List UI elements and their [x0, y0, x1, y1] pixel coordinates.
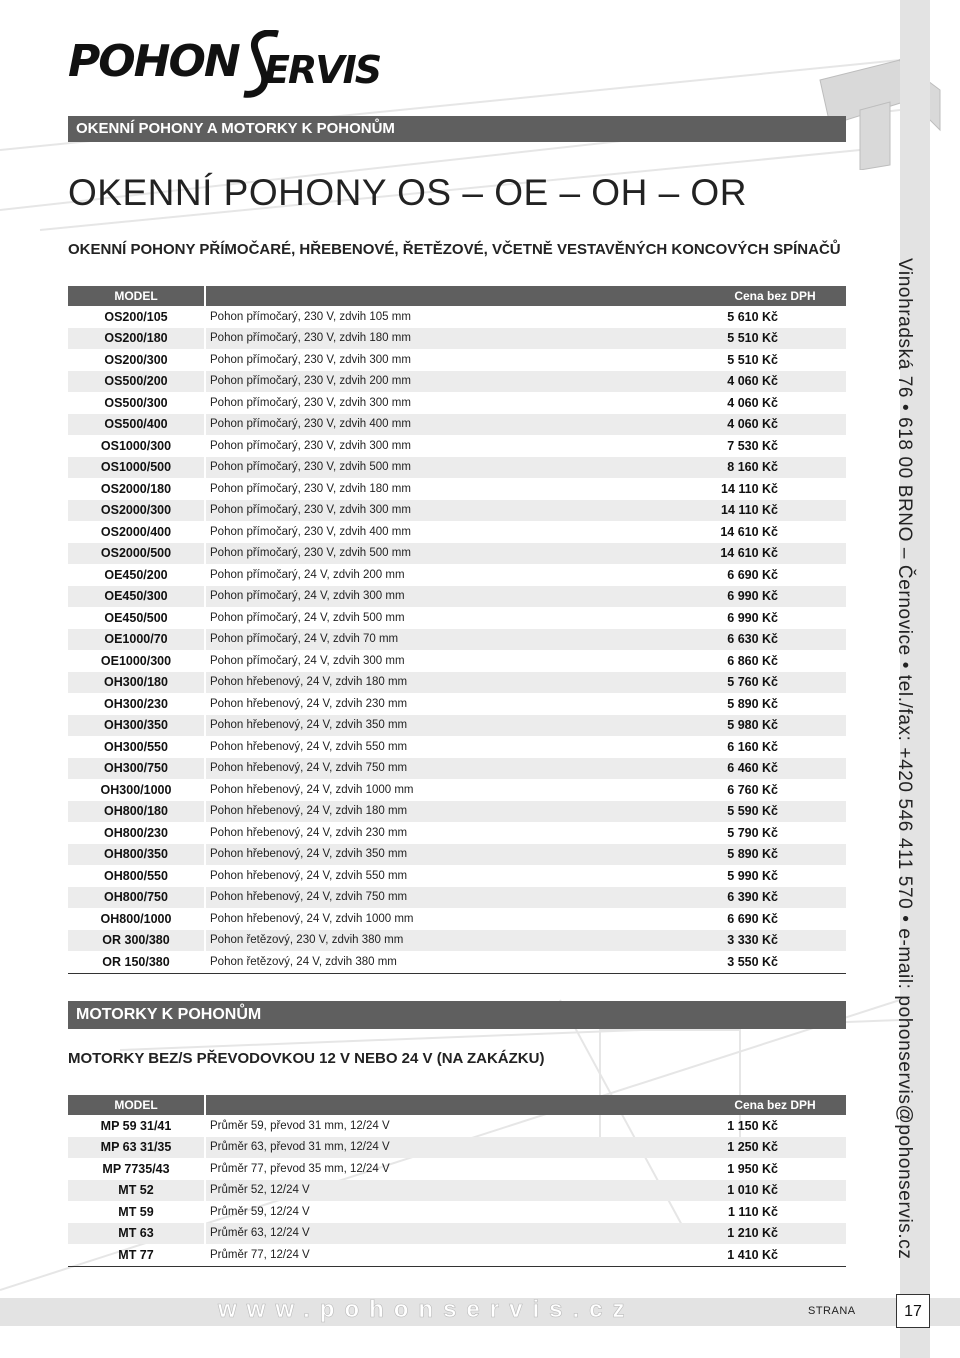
- cell-price: 4 060 Kč: [727, 395, 778, 410]
- cell-model: MT 63: [118, 1226, 154, 1241]
- cell-description: Pohon přímočarý, 24 V, zdvih 300 mm: [210, 654, 405, 667]
- cell-model: OH300/550: [104, 739, 168, 754]
- cell-price: 3 330 Kč: [727, 933, 778, 948]
- cell-description: Pohon přímočarý, 230 V, zdvih 180 mm: [210, 332, 411, 345]
- table-row: [68, 521, 846, 543]
- table-row: [68, 1158, 846, 1180]
- cell-model: OS500/400: [104, 417, 168, 432]
- cell-model: OH800/350: [104, 847, 168, 862]
- cell-model: OH300/230: [104, 696, 168, 711]
- cell-price: 3 550 Kč: [727, 954, 778, 969]
- cell-description: Pohon přímočarý, 230 V, zdvih 300 mm: [210, 504, 411, 517]
- cell-description: Pohon řetězový, 230 V, zdvih 380 mm: [210, 934, 404, 947]
- table-row: [68, 736, 846, 758]
- cell-price: 5 590 Kč: [727, 804, 778, 819]
- price-table-motors: [68, 1095, 846, 1267]
- cell-price: 5 890 Kč: [727, 696, 778, 711]
- header-section-bar: OKENNÍ POHONY A MOTORKY K POHONŮM: [68, 116, 846, 142]
- cell-model: OE450/200: [104, 567, 168, 582]
- cell-price: 14 610 Kč: [720, 546, 778, 561]
- cell-description: Průměr 59, převod 31 mm, 12/24 V: [210, 1119, 390, 1132]
- cell-description: Pohon přímočarý, 230 V, zdvih 300 mm: [210, 353, 411, 366]
- cell-model: OH800/1000: [100, 911, 172, 926]
- column-header-model: MODEL: [114, 1098, 158, 1112]
- cell-description: Pohon hřebenový, 24 V, zdvih 750 mm: [210, 762, 408, 775]
- cell-model: MT 77: [118, 1247, 154, 1262]
- cell-description: Pohon přímočarý, 24 V, zdvih 500 mm: [210, 611, 405, 624]
- table-row: [68, 693, 846, 715]
- table-header: [68, 1095, 846, 1115]
- cell-price: 6 990 Kč: [727, 610, 778, 625]
- cell-price: 6 690 Kč: [727, 567, 778, 582]
- cell-model: OE450/500: [104, 610, 168, 625]
- cell-description: Pohon hřebenový, 24 V, zdvih 550 mm: [210, 869, 408, 882]
- cell-model: OS500/200: [104, 374, 168, 389]
- cell-description: Pohon hřebenový, 24 V, zdvih 180 mm: [210, 805, 408, 818]
- cell-price: 5 790 Kč: [727, 825, 778, 840]
- table-row: [68, 500, 846, 522]
- column-header-model: MODEL: [114, 289, 158, 303]
- cell-description: Pohon hřebenový, 24 V, zdvih 1000 mm: [210, 783, 414, 796]
- cell-description: Pohon hřebenový, 24 V, zdvih 350 mm: [210, 719, 408, 732]
- cell-description: Pohon přímočarý, 230 V, zdvih 400 mm: [210, 525, 411, 538]
- cell-model: MP 7735/43: [102, 1161, 170, 1176]
- table-row: [68, 779, 846, 801]
- cell-description: Pohon hřebenový, 24 V, zdvih 350 mm: [210, 848, 408, 861]
- cell-price: 5 890 Kč: [727, 847, 778, 862]
- table-row: [68, 478, 846, 500]
- logo-text-pohon: POHON: [68, 36, 239, 87]
- footer-website-link[interactable]: www.pohonservis.cz: [218, 1296, 635, 1323]
- page-title: OKENNÍ POHONY OS – OE – OH – OR: [68, 172, 747, 213]
- column-header-price: Cena bez DPH: [734, 289, 816, 303]
- cell-description: Průměr 52, 12/24 V: [210, 1184, 310, 1197]
- table-body: [68, 306, 846, 973]
- table-row: [68, 1137, 846, 1159]
- cell-price: 1 010 Kč: [727, 1183, 778, 1198]
- cell-model: OS200/300: [104, 352, 168, 367]
- cell-description: Pohon přímočarý, 230 V, zdvih 300 mm: [210, 439, 411, 452]
- cell-model: OS2000/180: [100, 481, 172, 496]
- cell-description: Průměr 77, 12/24 V: [210, 1248, 310, 1261]
- price-table-window-drives: [68, 286, 846, 974]
- cell-price: 1 950 Kč: [727, 1161, 778, 1176]
- cell-price: 5 510 Kč: [727, 331, 778, 346]
- cell-price: 5 510 Kč: [727, 352, 778, 367]
- cell-model: MP 59 31/41: [100, 1118, 172, 1133]
- cell-description: Pohon hřebenový, 24 V, zdvih 230 mm: [210, 697, 408, 710]
- table-row: [68, 564, 846, 586]
- table-row: [68, 457, 846, 479]
- cell-model: OH800/180: [104, 804, 168, 819]
- table-row: [68, 1115, 846, 1137]
- cell-description: Pohon hřebenový, 24 V, zdvih 550 mm: [210, 740, 408, 753]
- cell-description: Pohon přímočarý, 230 V, zdvih 500 mm: [210, 547, 411, 560]
- cell-price: 5 760 Kč: [727, 675, 778, 690]
- cell-price: 6 630 Kč: [727, 632, 778, 647]
- table-row: [68, 371, 846, 393]
- cell-description: Pohon přímočarý, 230 V, zdvih 400 mm: [210, 418, 411, 431]
- cell-model: MT 52: [118, 1183, 154, 1198]
- page-label: STRANA: [808, 1305, 856, 1317]
- cell-price: 8 160 Kč: [727, 460, 778, 475]
- logo-text-ervis: ERVIS: [264, 48, 381, 92]
- table-bottom-rule: [68, 973, 846, 974]
- cell-description: Pohon přímočarý, 24 V, zdvih 200 mm: [210, 568, 405, 581]
- cell-description: Průměr 63, 12/24 V: [210, 1227, 310, 1240]
- cell-price: 6 160 Kč: [727, 739, 778, 754]
- table-row: [68, 1180, 846, 1202]
- cell-price: 14 610 Kč: [720, 524, 778, 539]
- cell-model: OR 300/380: [102, 933, 170, 948]
- subtitle-window-drives: OKENNÍ POHONY PŘÍMOČARÉ, HŘEBENOVÉ, ŘETĚZOVÉ, VČETNĚ VESTAVĚNÝCH KONCOVÝCH SPÍNAČŮ: [68, 241, 841, 258]
- cell-price: 6 460 Kč: [727, 761, 778, 776]
- cell-description: Pohon hřebenový, 24 V, zdvih 1000 mm: [210, 912, 414, 925]
- table-row: [68, 865, 846, 887]
- cell-price: 1 210 Kč: [727, 1226, 778, 1241]
- cell-description: Pohon přímočarý, 24 V, zdvih 300 mm: [210, 590, 405, 603]
- cell-model: OE1000/70: [104, 632, 168, 647]
- cell-model: OH300/350: [104, 718, 168, 733]
- cell-model: OS200/105: [104, 309, 168, 324]
- table-row: [68, 930, 846, 952]
- cell-price: 1 410 Kč: [727, 1247, 778, 1262]
- table-header: [68, 286, 846, 306]
- section-motors-bar: MOTORKY K POHONŮM: [68, 1001, 846, 1029]
- table-row: [68, 844, 846, 866]
- subtitle-motors: MOTORKY BEZ/S PŘEVODOVKOU 12 V NEBO 24 V (NA ZAKÁZKU): [68, 1050, 545, 1067]
- cell-description: Pohon přímočarý, 230 V, zdvih 500 mm: [210, 461, 411, 474]
- cell-model: OS200/180: [104, 331, 168, 346]
- table-body: [68, 1115, 846, 1266]
- cell-price: 1 250 Kč: [727, 1140, 778, 1155]
- cell-price: 6 690 Kč: [727, 911, 778, 926]
- cell-model: OS1000/300: [100, 438, 172, 453]
- cell-model: MP 63 31/35: [100, 1140, 172, 1155]
- cell-price: 6 390 Kč: [727, 890, 778, 905]
- table-row: [68, 908, 846, 930]
- sidebar-contact: Vinohradská 76 • 618 00 BRNO – Černovice • tel./fax: +420 546 411 570 • e-mail: pohonservis@pohonservis.cz: [894, 258, 915, 1260]
- cell-model: OR 150/380: [102, 954, 170, 969]
- cell-model: OH800/550: [104, 868, 168, 883]
- cell-model: OS2000/400: [100, 524, 172, 539]
- cell-description: Pohon přímočarý, 230 V, zdvih 180 mm: [210, 482, 411, 495]
- table-bottom-rule: [68, 1266, 846, 1267]
- cell-description: Pohon přímočarý, 230 V, zdvih 105 mm: [210, 310, 411, 323]
- cell-model: OH300/1000: [100, 782, 172, 797]
- table-row: [68, 650, 846, 672]
- page-number: 17: [896, 1294, 930, 1328]
- table-row: [68, 801, 846, 823]
- table-row: [68, 629, 846, 651]
- table-row: [68, 414, 846, 436]
- table-row: [68, 543, 846, 565]
- table-row: [68, 306, 846, 328]
- cell-model: OH300/180: [104, 675, 168, 690]
- cell-model: OH800/230: [104, 825, 168, 840]
- cell-model: OE450/300: [104, 589, 168, 604]
- cell-description: Pohon hřebenový, 24 V, zdvih 180 mm: [210, 676, 408, 689]
- cell-price: 6 990 Kč: [727, 589, 778, 604]
- table-row: [68, 672, 846, 694]
- cell-model: OS2000/300: [100, 503, 172, 518]
- table-row: [68, 349, 846, 371]
- table-row: [68, 328, 846, 350]
- cell-description: Průměr 77, převod 35 mm, 12/24 V: [210, 1162, 390, 1175]
- cell-model: OE1000/300: [100, 653, 172, 668]
- cell-price: 14 110 Kč: [721, 481, 778, 496]
- cell-description: Průměr 59, 12/24 V: [210, 1205, 310, 1218]
- cell-price: 14 110 Kč: [721, 503, 778, 518]
- table-row: [68, 607, 846, 629]
- table-row: [68, 392, 846, 414]
- cell-price: 4 060 Kč: [727, 374, 778, 389]
- cell-description: Pohon přímočarý, 230 V, zdvih 200 mm: [210, 375, 411, 388]
- cell-model: MT 59: [118, 1204, 154, 1219]
- table-row: [68, 951, 846, 973]
- cell-price: 7 530 Kč: [727, 438, 778, 453]
- table-row: [68, 1244, 846, 1266]
- cell-price: 5 610 Kč: [727, 309, 778, 324]
- cell-description: Pohon hřebenový, 24 V, zdvih 750 mm: [210, 891, 408, 904]
- cell-description: Průměr 63, převod 31 mm, 12/24 V: [210, 1141, 390, 1154]
- column-header-price: Cena bez DPH: [734, 1098, 816, 1112]
- cell-price: 6 860 Kč: [727, 653, 778, 668]
- table-row: [68, 586, 846, 608]
- table-row: [68, 435, 846, 457]
- cell-model: OS500/300: [104, 395, 168, 410]
- cell-description: Pohon řetězový, 24 V, zdvih 380 mm: [210, 955, 397, 968]
- cell-model: OS1000/500: [100, 460, 172, 475]
- table-row: [68, 758, 846, 780]
- table-row: [68, 1201, 846, 1223]
- cell-price: 5 980 Kč: [727, 718, 778, 733]
- cell-price: 5 990 Kč: [727, 868, 778, 883]
- cell-model: OH800/750: [104, 890, 168, 905]
- cell-price: 6 760 Kč: [727, 782, 778, 797]
- cell-model: OH300/750: [104, 761, 168, 776]
- cell-description: Pohon hřebenový, 24 V, zdvih 230 mm: [210, 826, 408, 839]
- cell-description: Pohon přímočarý, 24 V, zdvih 70 mm: [210, 633, 399, 646]
- cell-description: Pohon přímočarý, 230 V, zdvih 300 mm: [210, 396, 411, 409]
- cell-price: 4 060 Kč: [727, 417, 778, 432]
- table-row: [68, 1223, 846, 1245]
- cell-price: 1 110 Kč: [727, 1204, 778, 1219]
- table-row: [68, 887, 846, 909]
- cell-price: 1 150 Kč: [727, 1118, 778, 1133]
- cell-model: OS2000/500: [100, 546, 172, 561]
- table-row: [68, 715, 846, 737]
- table-row: [68, 822, 846, 844]
